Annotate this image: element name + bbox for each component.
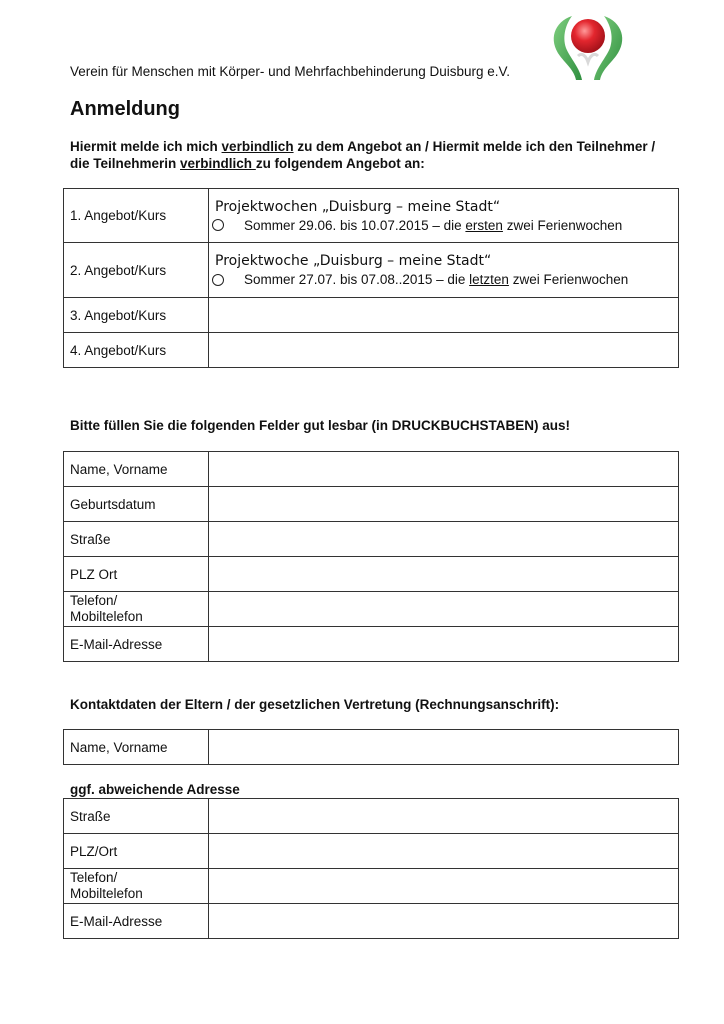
parent-name-label: Name, Vorname: [64, 730, 209, 765]
phone-input[interactable]: [209, 592, 679, 627]
offer-input[interactable]: [209, 333, 679, 368]
offer-content: [209, 189, 679, 243]
offer-row: [64, 333, 679, 368]
offer-option[interactable]: [215, 272, 672, 287]
field-row: [64, 834, 679, 869]
offer-row: [64, 243, 679, 298]
birthdate-label: Geburtsdatum: [64, 487, 209, 522]
alt-zip-city-input[interactable]: [209, 834, 679, 869]
organization-name: Verein für Menschen mit Körper- und Mehrfachbehinderung Duisburg e.V.: [70, 64, 511, 79]
organization-logo: [546, 12, 630, 82]
offer-row: [64, 298, 679, 333]
field-row: [64, 730, 679, 765]
intro-text: Hiermit melde ich mich verbindlich zu dem Angebot an / Hiermit melde ich den Teilnehmer / die Teilnehmerin verbindlich zu folgendem Angebot an:: [70, 139, 656, 171]
alt-phone-input[interactable]: [209, 869, 679, 904]
option-text: Sommer 27.07. bis 07.08..2015 – die letzten zwei Ferienwochen: [244, 272, 629, 287]
street-label: Straße: [64, 522, 209, 557]
field-row: [64, 799, 679, 834]
alt-street-input[interactable]: [209, 799, 679, 834]
offer-label: 4. Angebot/Kurs: [64, 333, 209, 368]
name-input[interactable]: [209, 452, 679, 487]
field-row: [64, 557, 679, 592]
name-label: Name, Vorname: [64, 452, 209, 487]
field-row: [64, 592, 679, 627]
alt-address-heading: ggf. abweichende Adresse: [70, 782, 240, 797]
alt-zip-city-label: PLZ/Ort: [64, 834, 209, 869]
page-title: Anmeldung: [70, 98, 180, 120]
field-row: [64, 904, 679, 939]
zip-city-input[interactable]: [209, 557, 679, 592]
birthdate-input[interactable]: [209, 487, 679, 522]
street-input[interactable]: [209, 522, 679, 557]
offer-option[interactable]: [215, 218, 672, 233]
email-input[interactable]: [209, 627, 679, 662]
alt-email-input[interactable]: [209, 904, 679, 939]
phone-label: Telefon/ Mobiltelefon: [64, 592, 209, 627]
radio-circle-icon[interactable]: [212, 219, 224, 231]
parents-table: [63, 729, 679, 765]
field-row: [64, 869, 679, 904]
field-row: [64, 627, 679, 662]
email-label: E-Mail-Adresse: [64, 627, 209, 662]
option-text: Sommer 29.06. bis 10.07.2015 – die ersten zwei Ferienwochen: [244, 217, 623, 233]
fill-instruction: Bitte füllen Sie die folgenden Felder gut lesbar (in DRUCKBUCHSTABEN) aus!: [70, 418, 571, 433]
field-row: [64, 522, 679, 557]
alt-street-label: Straße: [64, 799, 209, 834]
project-title: Projektwoche „Duisburg – meine Stadt“: [215, 253, 492, 269]
offer-content: [209, 243, 679, 298]
offer-label: 1. Angebot/Kurs: [64, 189, 209, 243]
alt-phone-label: Telefon/ Mobiltelefon: [64, 869, 209, 904]
offer-input[interactable]: [209, 298, 679, 333]
offer-label: 2. Angebot/Kurs: [64, 243, 209, 298]
parents-heading: Kontaktdaten der Eltern / der gesetzlichen Vertretung (Rechnungsanschrift):: [70, 697, 560, 712]
zip-city-label: PLZ Ort: [64, 557, 209, 592]
alt-address-table: [63, 798, 679, 939]
project-title: Projektwochen „Duisburg – meine Stadt“: [215, 198, 501, 215]
offer-row: [64, 189, 679, 243]
radio-circle-icon[interactable]: [212, 274, 224, 286]
field-row: [64, 487, 679, 522]
offers-table: [63, 188, 679, 368]
alt-email-label: E-Mail-Adresse: [64, 904, 209, 939]
parent-name-input[interactable]: [209, 730, 679, 765]
field-row: [64, 452, 679, 487]
participant-table: [63, 451, 679, 662]
offer-label: 3. Angebot/Kurs: [64, 298, 209, 333]
